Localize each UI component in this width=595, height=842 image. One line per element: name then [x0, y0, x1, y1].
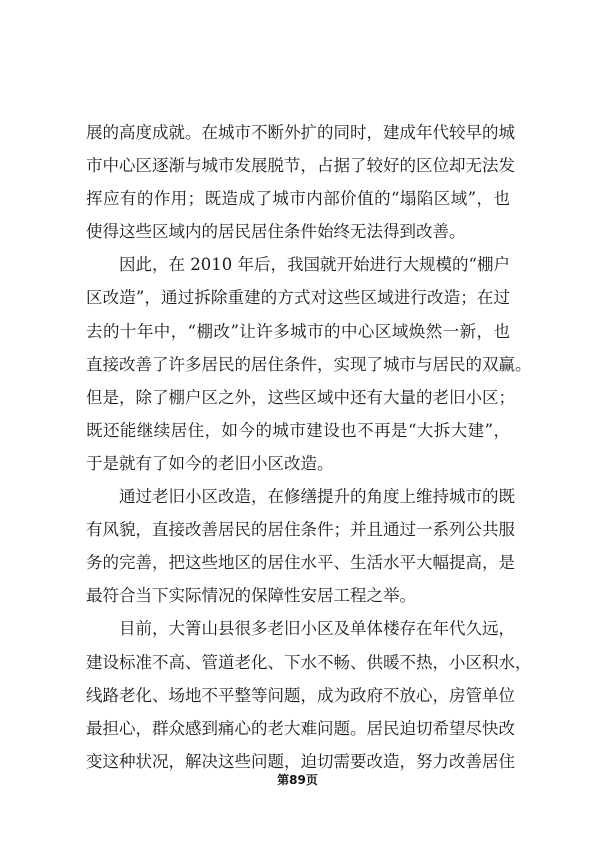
text-line: 既还能继续居住，如今的城市建设也不再是“大拆大建”， [86, 420, 510, 440]
text-line: 但是，除了棚户区之外，这些区域中还有大量的老旧小区； [86, 387, 515, 407]
text-line: 最符合当下实际情况的保障性安居工程之举。 [86, 586, 416, 606]
text-line: 建设标准不高、管道老化、下水不畅、供暖不热，小区积水， [86, 652, 532, 672]
text-line: 挥应有的作用；既造成了城市内部价值的“塌陷区域”，也 [86, 189, 510, 209]
text-line: 通过老旧小区改造，在修缮提升的角度上维持城市的既 [119, 487, 515, 507]
body-text [86, 116, 532, 778]
text-line: 去的十年中，“棚改”让许多城市的中心区域焕然一新，也 [86, 321, 510, 341]
text-line: 变这种状况，解决这些问题，迫切需要改造，努力改善居住 [86, 751, 515, 771]
page-number: 第89页 [277, 773, 318, 787]
text-line: 市中心区逐渐与城市发展脱节，占据了较好的区位却无法发 [86, 156, 515, 176]
text-line: 有风貌，直接改善居民的居住条件；并且通过一系列公共服 [86, 520, 515, 540]
text-line: 使得这些区域内的居民居住条件始终无法得到改善。 [86, 222, 466, 242]
text-line: 直接改善了许多居民的居住条件，实现了城市与居民的双赢。 [86, 354, 532, 374]
text-line: 于是就有了如今的老旧小区改造。 [86, 453, 334, 473]
text-line: 最担心，群众感到痛心的老大难问题。居民迫切希望尽快改 [86, 718, 515, 738]
text-line: 因此，在 2010 年后，我国就开始进行大规模的“棚户 [119, 255, 510, 275]
text-line: 展的高度成就。在城市不断外扩的同时，建成年代较早的城 [86, 123, 515, 142]
text-line: 区改造”，通过拆除重建的方式对这些区域进行改造；在过 [86, 288, 510, 308]
text-line: 线路老化、场地不平整等问题，成为政府不放心，房管单位 [86, 685, 515, 705]
text-line: 目前，大箐山县很多老旧小区及单体楼存在年代久远， [119, 619, 515, 639]
text-line: 务的完善，把这些地区的居住水平、生活水平大幅提高，是 [86, 553, 515, 573]
